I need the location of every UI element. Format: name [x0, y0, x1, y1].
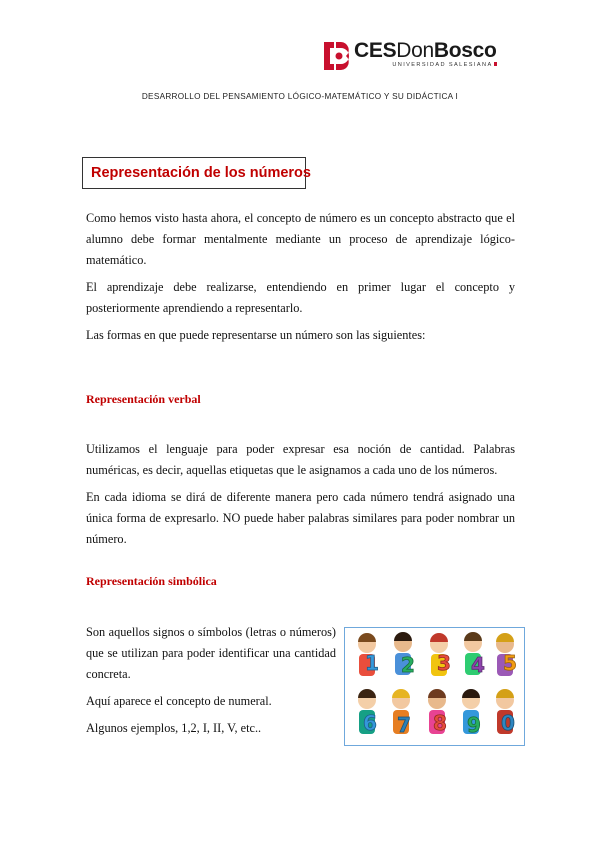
number-2: 2	[401, 653, 415, 677]
logo-name: CESDonBosco	[354, 39, 497, 62]
intro-paragraph-3: Las formas en que puede representarse un número son las siguientes:	[86, 328, 426, 342]
number-0: 0	[501, 711, 515, 735]
verbal-paragraph-1: Utilizamos el lenguaje para poder expresar esa noción de cantidad. Palabras numéricas, es decir, aquellas etiquetas que le asignamos a cada uno de los números.	[86, 442, 515, 477]
page-title: Representación de los números	[91, 165, 311, 181]
document-header: DESARROLLO DEL PENSAMIENTO LÓGICO-MATEMÁTICO Y SU DIDÁCTICA I	[141, 92, 459, 101]
intro-text	[86, 208, 515, 352]
simbolica-paragraph-3: Algunos ejemplos, 1,2, I, II, V, etc..	[86, 721, 262, 735]
simbolica-paragraph-1: Son aquellos signos o símbolos (letras o números) que se utilizan para poder identificar una cantidad concreta.	[86, 625, 336, 681]
number-7: 7	[397, 713, 411, 737]
number-4: 4	[471, 653, 485, 677]
intro-paragraph-2: El aprendizaje debe realizarse, entendiendo en primer lugar el concepto y posteriormente aprendiendo a representarlo.	[86, 280, 515, 315]
number-5: 5	[503, 651, 517, 675]
number-6: 6	[363, 711, 377, 735]
kids-numbers-image	[345, 628, 524, 745]
number-1: 1	[365, 651, 379, 675]
page-title-box	[82, 157, 311, 189]
logo-subtitle: UNIVERSIDAD SALESIANA	[354, 62, 497, 68]
section-heading-simbolica: Representación simbólica	[86, 574, 217, 588]
number-8: 8	[433, 711, 447, 735]
kids-numbers-illustration	[344, 627, 525, 746]
simbolica-text	[86, 622, 336, 745]
number-9: 9	[467, 713, 481, 737]
section-heading-verbal: Representación verbal	[86, 392, 201, 406]
verbal-paragraph-2: En cada idioma se dirá de diferente manera pero cada número tendrá asignado una única forma de expresarlo. NO puede haber palabras similares para poder nombrar un número.	[86, 490, 515, 546]
brand-logo	[322, 40, 497, 74]
intro-paragraph-1: Como hemos visto hasta ahora, el concepto de número es un concepto abstracto que el alumno debe formar mentalmente mediante un proceso de aprendizaje lógico-matemático.	[86, 211, 515, 267]
verbal-text	[86, 439, 515, 556]
simbolica-paragraph-2: Aquí aparece el concepto de numeral.	[86, 694, 272, 708]
ces-logo-icon	[322, 40, 350, 72]
number-3: 3	[437, 651, 451, 675]
